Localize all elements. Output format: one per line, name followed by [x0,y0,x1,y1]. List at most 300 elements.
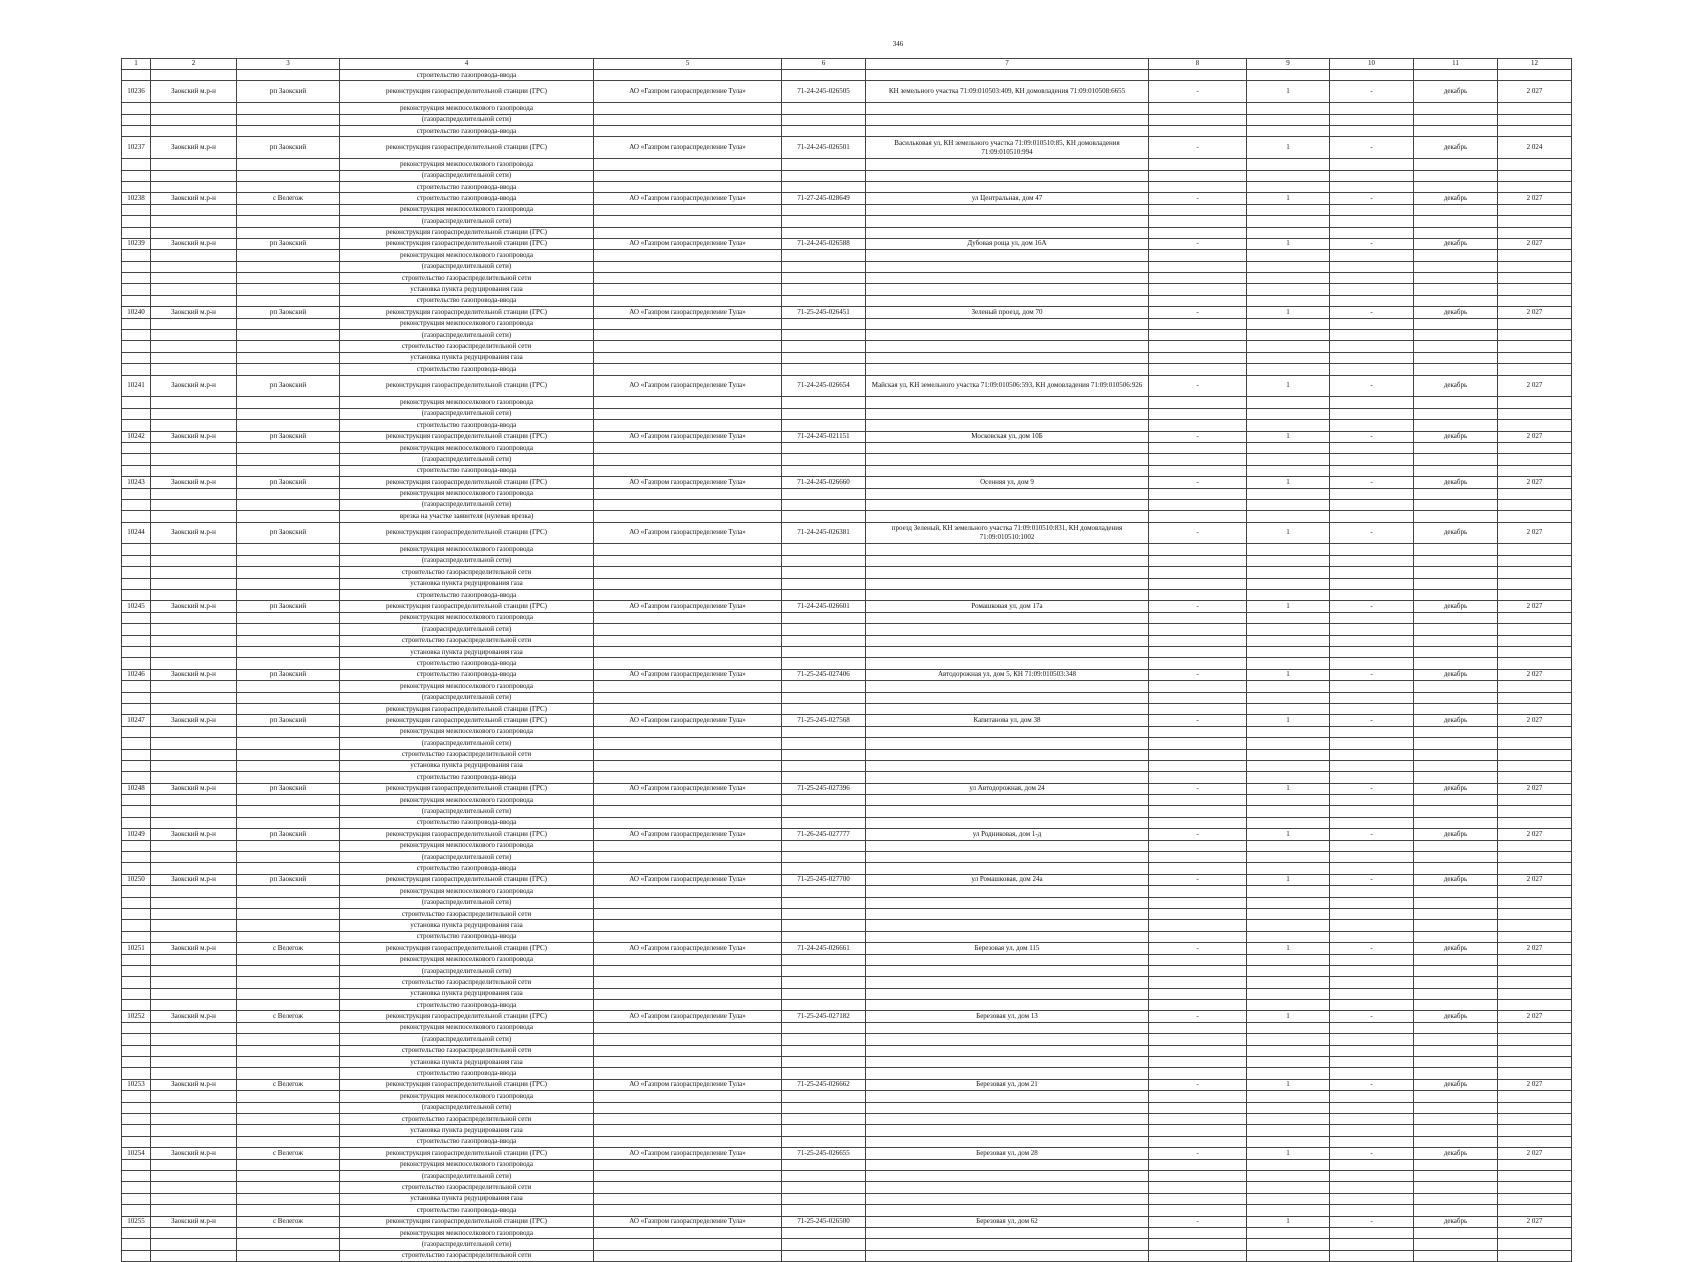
record-number-cell [122,341,151,352]
col10-cell: - [1330,307,1414,318]
organization-cell [594,1250,782,1261]
col10-cell [1330,886,1414,897]
work-type-cell: (газораспределительной сети) [340,738,594,749]
application-number-cell: 71-24-245-026505 [782,81,866,103]
address-cell [866,578,1149,589]
work-type-cell: реконструкция межпоселкового газопровода [340,612,594,623]
col10-cell [1330,1102,1414,1113]
col10-cell [1330,772,1414,783]
settlement-cell [237,1114,340,1125]
year-cell: 2 027 [1498,601,1572,612]
month-cell [1414,726,1498,737]
quantity-cell [1247,70,1330,81]
address-cell [866,170,1149,181]
col8-cell [1149,624,1247,635]
district-cell [151,658,237,669]
settlement-cell [237,749,340,760]
record-number-cell [122,442,151,453]
work-type-cell: реконструкция газораспределительной станции (ГРС) [340,1148,594,1159]
address-cell [866,555,1149,566]
work-type-cell: реконструкция межпоселкового газопровода [340,886,594,897]
month-cell: декабрь [1414,522,1498,544]
district-cell [151,1193,237,1204]
settlement-cell [237,1091,340,1102]
organization-cell [594,920,782,931]
application-number-cell [782,931,866,942]
application-number-cell [782,511,866,522]
work-type-cell: реконструкция газораспределительной станции (ГРС) [340,477,594,488]
settlement-cell [237,250,340,261]
address-cell [866,227,1149,238]
col8-cell [1149,295,1247,306]
work-type-cell: (газораспределительной сети) [340,692,594,703]
application-number-cell [782,817,866,828]
quantity-cell [1247,103,1330,114]
record-number-cell [122,760,151,771]
work-type-cell: строительство газопровода-ввода [340,772,594,783]
organization-cell [594,977,782,988]
organization-cell [594,1102,782,1113]
month-cell: декабрь [1414,477,1498,488]
address-cell [866,1022,1149,1033]
quantity-cell: 1 [1247,1148,1330,1159]
quantity-cell: 1 [1247,81,1330,103]
district-cell [151,1159,237,1170]
table-row-continuation [122,544,1572,555]
col10-cell: - [1330,874,1414,885]
year-cell [1498,624,1572,635]
year-cell [1498,1034,1572,1045]
organization-cell: АО «Газпром газораспределение Тула» [594,193,782,204]
table-row-continuation [122,273,1572,284]
address-cell [866,646,1149,657]
col8-cell: - [1149,193,1247,204]
application-number-cell [782,1136,866,1147]
table-row-continuation [122,1136,1572,1147]
address-cell [866,840,1149,851]
application-number-cell [782,886,866,897]
year-cell [1498,863,1572,874]
district-cell: Заокский м.р-н [151,669,237,680]
col8-cell: - [1149,1011,1247,1022]
year-cell [1498,250,1572,261]
work-type-cell: строительство газопровода-ввода [340,70,594,81]
quantity-cell [1247,1136,1330,1147]
application-number-cell [782,635,866,646]
col8-cell [1149,692,1247,703]
application-number-cell: 71-24-245-026381 [782,522,866,544]
district-cell: Заокский м.р-н [151,1079,237,1090]
col8-cell [1149,499,1247,510]
organization-cell [594,931,782,942]
col10-cell [1330,988,1414,999]
table-row-continuation [122,1114,1572,1125]
application-number-cell [782,1250,866,1261]
table-row-continuation [122,352,1572,363]
record-number-cell [122,216,151,227]
address-cell [866,544,1149,555]
organization-cell [594,1114,782,1125]
organization-cell [594,692,782,703]
quantity-cell: 1 [1247,193,1330,204]
organization-cell [594,250,782,261]
organization-cell [594,544,782,555]
table-row-record [122,238,1572,249]
col10-cell [1330,318,1414,329]
application-number-cell [782,1239,866,1250]
column-number-9: 9 [1247,59,1330,70]
year-cell: 2 027 [1498,1011,1572,1022]
address-cell [866,772,1149,783]
application-number-cell [782,261,866,272]
work-type-cell: реконструкция межпоселкового газопровода [340,1159,594,1170]
record-number-cell [122,1193,151,1204]
work-type-cell: строительство газораспределительной сети [340,908,594,919]
col8-cell [1149,125,1247,136]
organization-cell: АО «Газпром газораспределение Тула» [594,1011,782,1022]
year-cell [1498,499,1572,510]
work-type-cell: реконструкция межпоселкового газопровода [340,204,594,215]
table-row-continuation [122,590,1572,601]
address-cell [866,635,1149,646]
organization-cell [594,703,782,714]
organization-cell [594,216,782,227]
table-row-continuation [122,170,1572,181]
table-row-continuation [122,1022,1572,1033]
application-number-cell [782,555,866,566]
table-row-continuation [122,692,1572,703]
address-cell [866,1193,1149,1204]
quantity-cell [1247,442,1330,453]
application-number-cell [782,1159,866,1170]
district-cell [151,1205,237,1216]
col8-cell [1149,1102,1247,1113]
address-cell [866,681,1149,692]
month-cell [1414,1114,1498,1125]
year-cell: 2 027 [1498,1148,1572,1159]
col10-cell [1330,555,1414,566]
record-number-cell [122,170,151,181]
year-cell [1498,227,1572,238]
work-type-cell: (газораспределительной сети) [340,1034,594,1045]
record-number-cell: 10244 [122,522,151,544]
settlement-cell: с Велегож [237,1216,340,1227]
year-cell [1498,772,1572,783]
application-number-cell [782,965,866,976]
col8-cell [1149,454,1247,465]
settlement-cell: рп Заокский [237,522,340,544]
month-cell [1414,330,1498,341]
column-number-12: 12 [1498,59,1572,70]
table-row-continuation [122,488,1572,499]
settlement-cell [237,772,340,783]
application-number-cell [782,681,866,692]
month-cell [1414,442,1498,453]
month-cell [1414,977,1498,988]
col10-cell [1330,1114,1414,1125]
quantity-cell: 1 [1247,943,1330,954]
settlement-cell [237,1125,340,1136]
application-number-cell [782,442,866,453]
col10-cell [1330,646,1414,657]
application-number-cell [782,749,866,760]
table-row-record [122,137,1572,159]
settlement-cell: с Велегож [237,1011,340,1022]
district-cell [151,863,237,874]
table-row-continuation [122,635,1572,646]
record-number-cell [122,499,151,510]
address-cell [866,1000,1149,1011]
work-type-cell: реконструкция газораспределительной станции (ГРС) [340,137,594,159]
record-number-cell [122,261,151,272]
col10-cell: - [1330,1216,1414,1227]
address-cell [866,465,1149,476]
col10-cell [1330,749,1414,760]
settlement-cell: рп Заокский [237,137,340,159]
district-cell [151,544,237,555]
month-cell [1414,420,1498,431]
record-number-cell [122,114,151,125]
address-cell: проезд Зеленый, КН земельного участка 71:09:010510:831, КН домовладения 71:09:010510:1002 [866,522,1149,544]
quantity-cell: 1 [1247,1079,1330,1090]
month-cell [1414,454,1498,465]
col10-cell [1330,499,1414,510]
application-number-cell [782,70,866,81]
quantity-cell [1247,897,1330,908]
quantity-cell [1247,726,1330,737]
district-cell [151,159,237,170]
application-number-cell [782,590,866,601]
district-cell [151,364,237,375]
application-number-cell [782,1182,866,1193]
work-type-cell: строительство газопровода-ввода [340,590,594,601]
record-number-cell [122,646,151,657]
work-type-cell: строительство газопровода-ввода [340,1000,594,1011]
organization-cell [594,1159,782,1170]
month-cell [1414,103,1498,114]
year-cell [1498,578,1572,589]
month-cell [1414,341,1498,352]
quantity-cell [1247,988,1330,999]
application-number-cell [782,397,866,408]
col10-cell [1330,295,1414,306]
record-number-cell [122,352,151,363]
district-cell [151,284,237,295]
quantity-cell [1247,352,1330,363]
address-cell: ул Ромашковая, дом 24а [866,874,1149,885]
work-type-cell: (газораспределительной сети) [340,897,594,908]
record-number-cell [122,590,151,601]
table-row-continuation [122,204,1572,215]
settlement-cell [237,840,340,851]
col8-cell: - [1149,137,1247,159]
organization-cell [594,341,782,352]
col8-cell [1149,364,1247,375]
record-number-cell [122,931,151,942]
year-cell [1498,920,1572,931]
month-cell: декабрь [1414,193,1498,204]
work-type-cell: реконструкция газораспределительной станции (ГРС) [340,227,594,238]
column-number-3: 3 [237,59,340,70]
organization-cell [594,965,782,976]
organization-cell [594,1057,782,1068]
organization-cell: АО «Газпром газораспределение Тула» [594,137,782,159]
application-number-cell [782,1193,866,1204]
table-row-continuation [122,612,1572,623]
month-cell [1414,795,1498,806]
settlement-cell [237,726,340,737]
table-row-continuation [122,1102,1572,1113]
settlement-cell [237,1193,340,1204]
settlement-cell [237,1227,340,1238]
settlement-cell [237,330,340,341]
col10-cell [1330,1022,1414,1033]
table-row-continuation [122,341,1572,352]
col8-cell [1149,216,1247,227]
address-cell [866,1239,1149,1250]
work-type-cell: реконструкция газораспределительной станции (ГРС) [340,81,594,103]
month-cell [1414,1068,1498,1079]
table-row-continuation [122,840,1572,851]
work-type-cell: реконструкция газораспределительной станции (ГРС) [340,375,594,397]
col8-cell [1149,397,1247,408]
organization-cell: АО «Газпром газораспределение Тула» [594,522,782,544]
district-cell [151,1034,237,1045]
application-number-cell: 71-24-245-026660 [782,477,866,488]
col8-cell [1149,931,1247,942]
document-table-container [121,58,1561,1262]
organization-cell: АО «Газпром газораспределение Тула» [594,829,782,840]
application-number-cell: 71-24-245-026654 [782,375,866,397]
organization-cell [594,488,782,499]
record-number-cell [122,658,151,669]
work-type-cell: (газораспределительной сети) [340,499,594,510]
year-cell [1498,1000,1572,1011]
organization-cell: АО «Газпром газораспределение Тула» [594,1148,782,1159]
record-number-cell [122,772,151,783]
settlement-cell [237,1034,340,1045]
col10-cell [1330,103,1414,114]
address-cell [866,1170,1149,1181]
year-cell [1498,738,1572,749]
table-row-continuation [122,103,1572,114]
quantity-cell [1247,806,1330,817]
col8-cell [1149,965,1247,976]
organization-cell [594,738,782,749]
address-cell [866,692,1149,703]
district-cell [151,624,237,635]
year-cell: 2 027 [1498,375,1572,397]
col10-cell [1330,181,1414,192]
organization-cell [594,1125,782,1136]
col10-cell [1330,817,1414,828]
address-cell [866,908,1149,919]
work-type-cell: строительство газопровода-ввода [340,669,594,680]
settlement-cell [237,646,340,657]
year-cell [1498,420,1572,431]
district-cell [151,511,237,522]
month-cell [1414,954,1498,965]
district-cell [151,578,237,589]
application-number-cell [782,1125,866,1136]
address-cell: Березовая ул, дом 28 [866,1148,1149,1159]
year-cell [1498,341,1572,352]
table-row-record [122,522,1572,544]
record-number-cell [122,1045,151,1056]
col8-cell [1149,1125,1247,1136]
col8-cell [1149,567,1247,578]
col10-cell [1330,284,1414,295]
month-cell [1414,749,1498,760]
district-cell [151,1182,237,1193]
record-number-cell [122,692,151,703]
district-cell: Заокский м.р-н [151,522,237,544]
col8-cell [1149,408,1247,419]
district-cell [151,1239,237,1250]
quantity-cell [1247,760,1330,771]
application-number-cell [782,954,866,965]
table-row-continuation [122,555,1572,566]
year-cell [1498,465,1572,476]
work-type-cell: строительство газораспределительной сети [340,1250,594,1261]
address-cell [866,612,1149,623]
organization-cell: АО «Газпром газораспределение Тула» [594,783,782,794]
work-type-cell: реконструкция межпоселкового газопровода [340,442,594,453]
table-row-continuation [122,1170,1572,1181]
application-number-cell [782,408,866,419]
month-cell [1414,1000,1498,1011]
col10-cell [1330,70,1414,81]
district-cell [151,703,237,714]
year-cell [1498,1182,1572,1193]
quantity-cell [1247,624,1330,635]
work-type-cell: (газораспределительной сети) [340,555,594,566]
year-cell [1498,1136,1572,1147]
application-number-cell [782,1045,866,1056]
district-cell [151,352,237,363]
district-cell [151,567,237,578]
year-cell [1498,284,1572,295]
col8-cell: - [1149,375,1247,397]
work-type-cell: реконструкция газораспределительной станции (ГРС) [340,829,594,840]
work-type-cell: установка пункта редуцирования газа [340,578,594,589]
work-type-cell: реконструкция межпоселкового газопровода [340,795,594,806]
work-type-cell: реконструкция межпоселкового газопровода [340,1091,594,1102]
quantity-cell [1247,284,1330,295]
organization-cell [594,465,782,476]
application-number-cell [782,250,866,261]
year-cell [1498,931,1572,942]
year-cell [1498,635,1572,646]
district-cell: Заокский м.р-н [151,1216,237,1227]
col8-cell [1149,318,1247,329]
year-cell: 2 027 [1498,81,1572,103]
col10-cell [1330,261,1414,272]
quantity-cell [1247,1239,1330,1250]
month-cell [1414,352,1498,363]
work-type-cell: реконструкция межпоселкового газопровода [340,544,594,555]
table-row-continuation [122,125,1572,136]
district-cell [151,1227,237,1238]
table-row-continuation [122,817,1572,828]
record-number-cell [122,1205,151,1216]
district-cell [151,318,237,329]
settlement-cell [237,590,340,601]
work-type-cell: реконструкция межпоселкового газопровода [340,1227,594,1238]
district-cell [151,954,237,965]
month-cell [1414,364,1498,375]
record-number-cell: 10237 [122,137,151,159]
